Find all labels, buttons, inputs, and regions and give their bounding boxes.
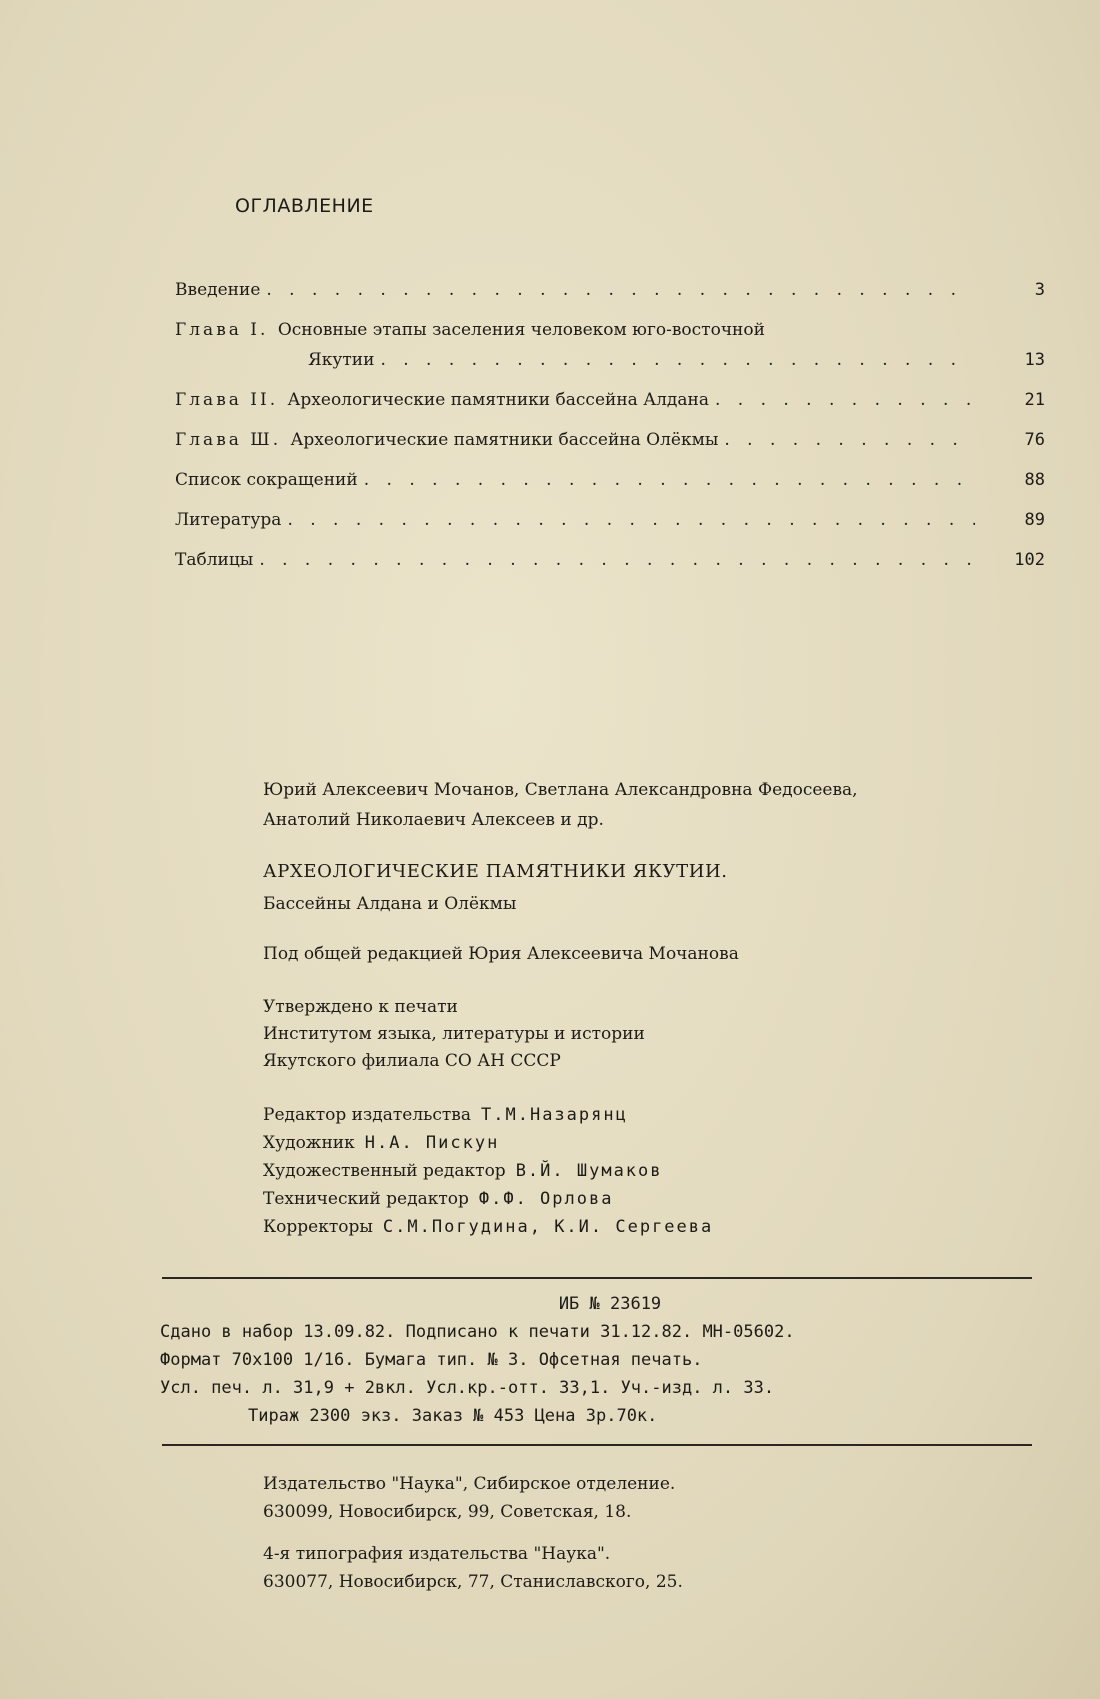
approval-line-1: Утверждено к печати	[263, 997, 458, 1017]
publisher-block	[263, 1470, 1063, 1596]
toc-entry-label: Введение	[175, 280, 261, 300]
approval-line-2: Институтом языка, литературы и истории	[263, 1024, 645, 1044]
authors	[263, 775, 1063, 835]
staff-role: Технический редактор	[263, 1189, 469, 1209]
general-editor: Под общей редакцией Юрия Алексеевича Мочанова	[263, 944, 739, 964]
staff-row	[263, 1129, 1063, 1157]
toc-entry-tables[interactable]	[175, 545, 1045, 575]
toc-leader	[364, 465, 975, 495]
table-of-contents	[175, 275, 1045, 575]
toc-entry-chapter-1[interactable]	[175, 315, 1045, 375]
toc-page-number: 102	[1014, 550, 1045, 570]
ib-number: ИБ № 23619	[558, 1294, 662, 1314]
toc-page-number: 88	[1024, 470, 1045, 490]
toc-entry-label: Литература	[175, 510, 282, 530]
toc-chapter-prefix: Глава Ш.	[175, 430, 282, 450]
toc-chapter-prefix: Глава I.	[175, 320, 269, 340]
authors-line-1: Юрий Алексеевич Мочанов, Светлана Александровна Федосеева,	[263, 780, 858, 800]
book-title: АРХЕОЛОГИЧЕСКИЕ ПАМЯТНИКИ ЯКУТИИ.	[263, 861, 728, 882]
toc-entry-abbreviations[interactable]	[175, 465, 1045, 495]
staff-row	[263, 1157, 1063, 1185]
toc-entry-label-continued: Якутии	[308, 350, 375, 370]
staff-role: Художественный редактор	[263, 1161, 506, 1181]
bottom-divider	[162, 1444, 1032, 1446]
toc-page-number: 89	[1024, 510, 1045, 530]
staff-role: Художник	[263, 1133, 355, 1153]
toc-entry-label: Археологические памятники бассейна Олёкмы	[290, 430, 719, 450]
pubdata-line-4: Тираж 2300 экз. Заказ № 453 Цена 3р.70к.	[248, 1406, 658, 1426]
toc-page-number: 21	[1024, 390, 1045, 410]
staff-row	[263, 1213, 1063, 1241]
toc-page-number: 76	[1024, 430, 1045, 450]
toc-entry-label: Археологические памятники бассейна Алдана	[287, 390, 709, 410]
toc-leader	[715, 385, 975, 415]
toc-chapter-prefix: Глава II.	[175, 390, 279, 410]
publisher-address: 630099, Новосибирск, 99, Советская, 18.	[263, 1502, 632, 1522]
staff-row	[263, 1101, 1063, 1129]
toc-entry-literature[interactable]	[175, 505, 1045, 535]
staff-name: С.М.Погудина, К.И. Сергеева	[382, 1217, 714, 1237]
toc-leader	[380, 345, 975, 375]
toc-entry-introduction[interactable]	[175, 275, 1045, 305]
pubdata-line-2: Формат 70х100 1/16. Бумага тип. № 3. Офсетная печать.	[160, 1350, 703, 1370]
pubdata-line-1: Сдано в набор 13.09.82. Подписано к печати 31.12.82. МН-05602.	[160, 1322, 795, 1342]
staff-name: В.Й. Шумаков	[515, 1161, 663, 1181]
top-divider	[162, 1277, 1032, 1279]
toc-entry-chapter-2[interactable]	[175, 385, 1045, 415]
approval-note	[263, 994, 1063, 1075]
toc-entry-label: Список сокращений	[175, 470, 358, 490]
toc-leader	[724, 425, 975, 455]
imprint-block	[263, 775, 1063, 1241]
book-subtitle: Бассейны Алдана и Олёкмы	[263, 894, 517, 914]
printer-address: 630077, Новосибирск, 77, Станиславского, 25.	[263, 1572, 683, 1592]
staff-role: Редактор издательства	[263, 1105, 472, 1125]
toc-entry-label: Таблицы	[175, 550, 254, 570]
toc-leader	[287, 505, 975, 535]
publisher-name: Издательство "Наука", Сибирское отделение.	[263, 1474, 676, 1494]
toc-title: ОГЛАВЛЕНИЕ	[235, 195, 374, 217]
pubdata-line-3: Усл. печ. л. 31,9 + 2вкл. Усл.кр.-отт. 33,1. Уч.-изд. л. 33.	[160, 1378, 775, 1398]
toc-entry-label: Основные этапы заселения человеком юго-восточной	[277, 320, 765, 340]
printer-name: 4-я типография издательства "Наука".	[263, 1544, 611, 1564]
staff-name: Т.М.Назарянц	[481, 1105, 628, 1125]
staff-role: Корректоры	[263, 1217, 373, 1237]
toc-entry-chapter-3[interactable]	[175, 425, 1045, 455]
staff-name: Н.А. Пискун	[364, 1133, 500, 1153]
staff-list	[263, 1101, 1063, 1241]
authors-line-2: Анатолий Николаевич Алексеев и др.	[263, 810, 604, 830]
toc-page-number: 3	[1034, 280, 1045, 300]
staff-row	[263, 1185, 1063, 1213]
publication-data	[160, 1290, 1060, 1430]
toc-leader	[259, 545, 975, 575]
approval-line-3: Якутского филиала СО АН СССР	[263, 1051, 561, 1071]
toc-page-number: 13	[1024, 350, 1045, 370]
toc-leader	[266, 275, 975, 305]
staff-name: Ф.Ф. Орлова	[478, 1189, 614, 1209]
